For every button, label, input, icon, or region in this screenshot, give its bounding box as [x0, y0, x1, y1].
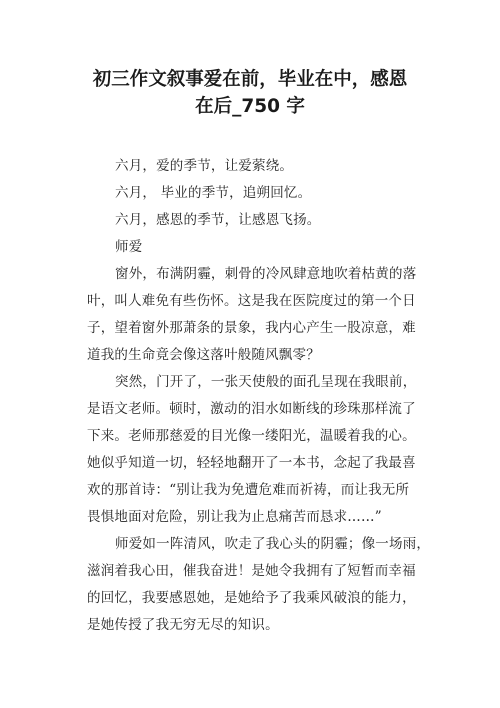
body-line: 突然，门开了，一张天使般的面孔呈现在我眼前，: [115, 374, 417, 390]
body-line: 六月， 毕业的季节，追朔回忆。: [115, 185, 312, 201]
body-line: 她似乎知道一切，轻轻地翻开了一本书，念起了我最喜: [87, 455, 416, 471]
body-line: 是语文老师。顿时，激动的泪水如断线的珍珠那样流了: [87, 401, 416, 417]
body-line: 的回忆，我要感恩她，是她给予了我乘风破浪的能力，: [87, 590, 416, 606]
body-line: 师爱如一阵清风，吹走了我心头的阴霾；像一场雨，: [115, 536, 431, 552]
title-line-1: 初三作文叙事爱在前，毕业在中，感恩: [92, 69, 408, 90]
body-line: 欢的那首诗：“别让我为免遭危难而祈祷，而让我无所: [87, 482, 410, 498]
title-line-2: 在后_750 字: [195, 96, 305, 117]
body-line: 子，望着窗外那萧条的景象，我内心产生一股凉意，难: [87, 320, 416, 336]
body-line: 下来。老师那慈爱的目光像一缕阳光，温暖着我的心。: [87, 428, 416, 444]
body-line: 六月，感恩的季节，让感恩飞扬。: [115, 212, 321, 228]
body-line: 是她传授了我无穷无尽的知识。: [87, 617, 279, 633]
body-line: 窗外，布满阴霾，刺骨的冷风肆意地吹着枯黄的落: [115, 266, 417, 282]
body-line: 六月，爱的季节，让爱萦绕。: [115, 158, 294, 174]
body-line: 道我的生命竟会像这落叶般随风飘零？: [87, 347, 320, 363]
section-heading: 师爱: [115, 239, 143, 255]
body-line: 滋润着我心田，催我奋进！是她令我拥有了短暂而幸福: [87, 563, 416, 579]
body-line: 叶，叫人难免有些伤怀。这是我在医院度过的第一个日: [87, 293, 416, 309]
body-line: 畏惧地面对危险，别让我为止息痛苦而恳求……”: [87, 509, 382, 525]
